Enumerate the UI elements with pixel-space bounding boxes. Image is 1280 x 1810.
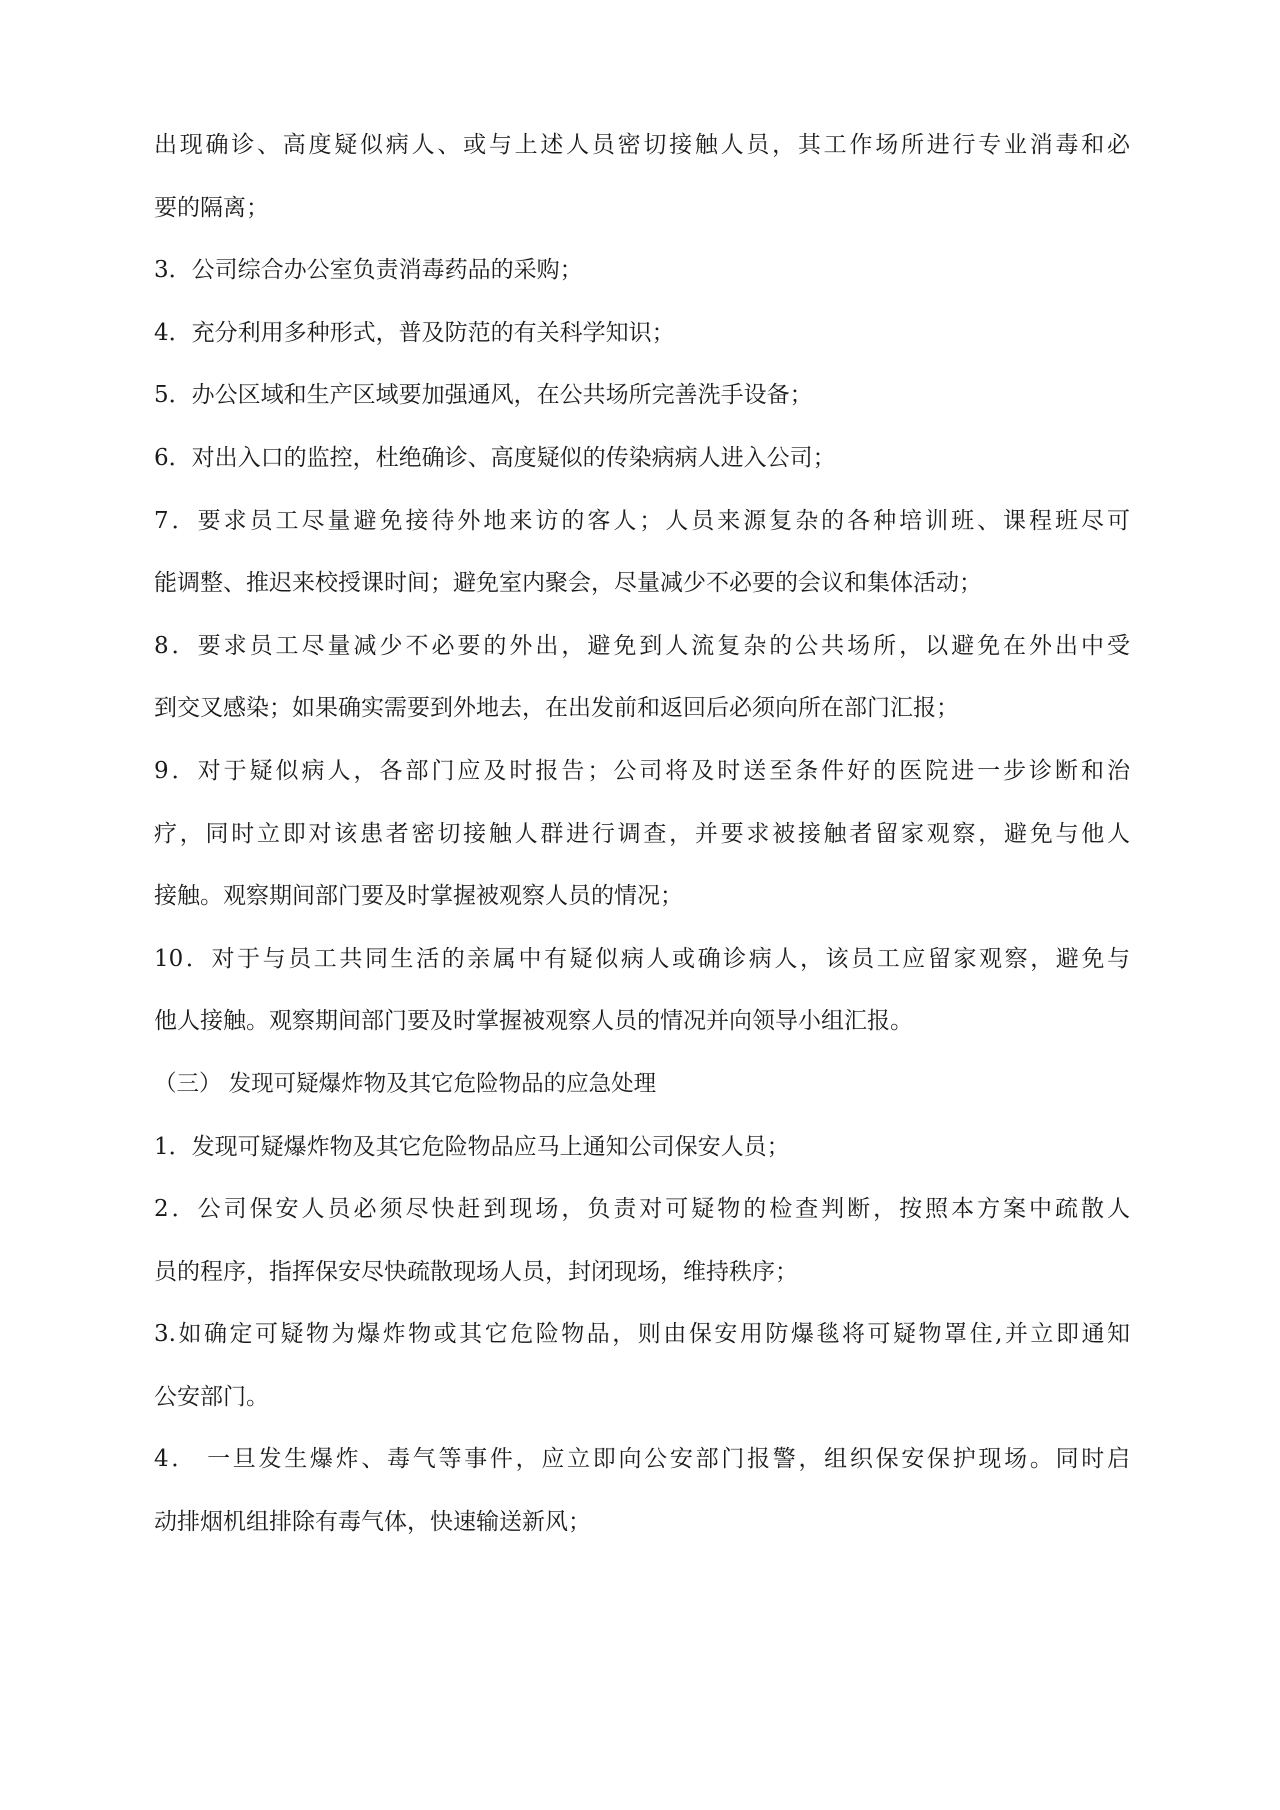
list-item-9-line-3: 接触。观察期间部门要及时掌握被观察人员的情况； bbox=[154, 883, 683, 910]
list-item-9-line-1: 9．对于疑似病人，各部门应及时报告；公司将及时送至条件好的医院进一步诊断和治 bbox=[154, 757, 1130, 784]
list-item-5: 5．办公区域和生产区域要加强通风，在公共场所完善洗手设备； bbox=[154, 382, 813, 409]
list-item-10-line-2: 他人接触。观察期间部门要及时掌握被观察人员的情况并向领导小组汇报。 bbox=[154, 1008, 913, 1035]
section-item-4-line-1: 4． 一旦发生爆炸、毒气等事件，应立即向公安部门报警，组织保安保护现场。同时启 bbox=[154, 1446, 1130, 1473]
list-item-10-line-1: 10．对于与员工共同生活的亲属中有疑似病人或确诊病人，该员工应留家观察，避免与 bbox=[154, 945, 1130, 972]
list-item-7-line-1: 7．要求员工尽量避免接待外地来访的客人；人员来源复杂的各种培训班、课程班尽可 bbox=[154, 507, 1130, 534]
list-item-4: 4．充分利用多种形式，普及防范的有关科学知识； bbox=[154, 319, 675, 346]
list-item-6: 6．对出入口的监控，杜绝确诊、高度疑似的传染病病人进入公司； bbox=[154, 444, 836, 471]
section-item-3-line-2: 公安部门。 bbox=[154, 1383, 269, 1410]
document-body bbox=[154, 131, 1130, 1571]
section-item-4-line-2: 动排烟机组排除有毒气体，快速输送新风； bbox=[154, 1509, 591, 1536]
list-item-3: 3．公司综合办公室负责消毒药品的采购； bbox=[154, 257, 583, 284]
section-item-3-line-1: 3.如确定可疑物为爆炸物或其它危险物品，则由保安用防爆毯将可疑物罩住,并立即通知 bbox=[154, 1321, 1130, 1348]
list-item-7-line-2: 能调整、推迟来校授课时间；避免室内聚会，尽量减少不必要的会议和集体活动； bbox=[154, 570, 982, 597]
list-item-8-line-1: 8．要求员工尽量减少不必要的外出，避免到人流复杂的公共场所，以避免在外出中受 bbox=[154, 632, 1130, 659]
section-item-1: 1．发现可疑爆炸物及其它危险物品应马上通知公司保安人员； bbox=[154, 1133, 790, 1160]
section-item-2-line-1: 2．公司保安人员必须尽快赶到现场，负责对可疑物的检查判断，按照本方案中疏散人 bbox=[154, 1196, 1130, 1223]
section-item-2-line-2: 员的程序，指挥保安尽快疏散现场人员，封闭现场，维持秩序； bbox=[154, 1258, 798, 1285]
list-item-8-line-2: 到交叉感染；如果确实需要到外地去，在出发前和返回后必须向所在部门汇报； bbox=[154, 695, 959, 722]
list-item-9-line-2: 疗，同时立即对该患者密切接触人群进行调查，并要求被接触者留家观察，避免与他人 bbox=[154, 820, 1130, 847]
section-heading: （三） 发现可疑爆炸物及其它危险物品的应急处理 bbox=[154, 1070, 657, 1097]
body-line-2: 要的隔离； bbox=[154, 194, 269, 221]
body-line-1: 出现确诊、高度疑似病人、或与上述人员密切接触人员，其工作场所进行专业消毒和必 bbox=[154, 132, 1130, 158]
